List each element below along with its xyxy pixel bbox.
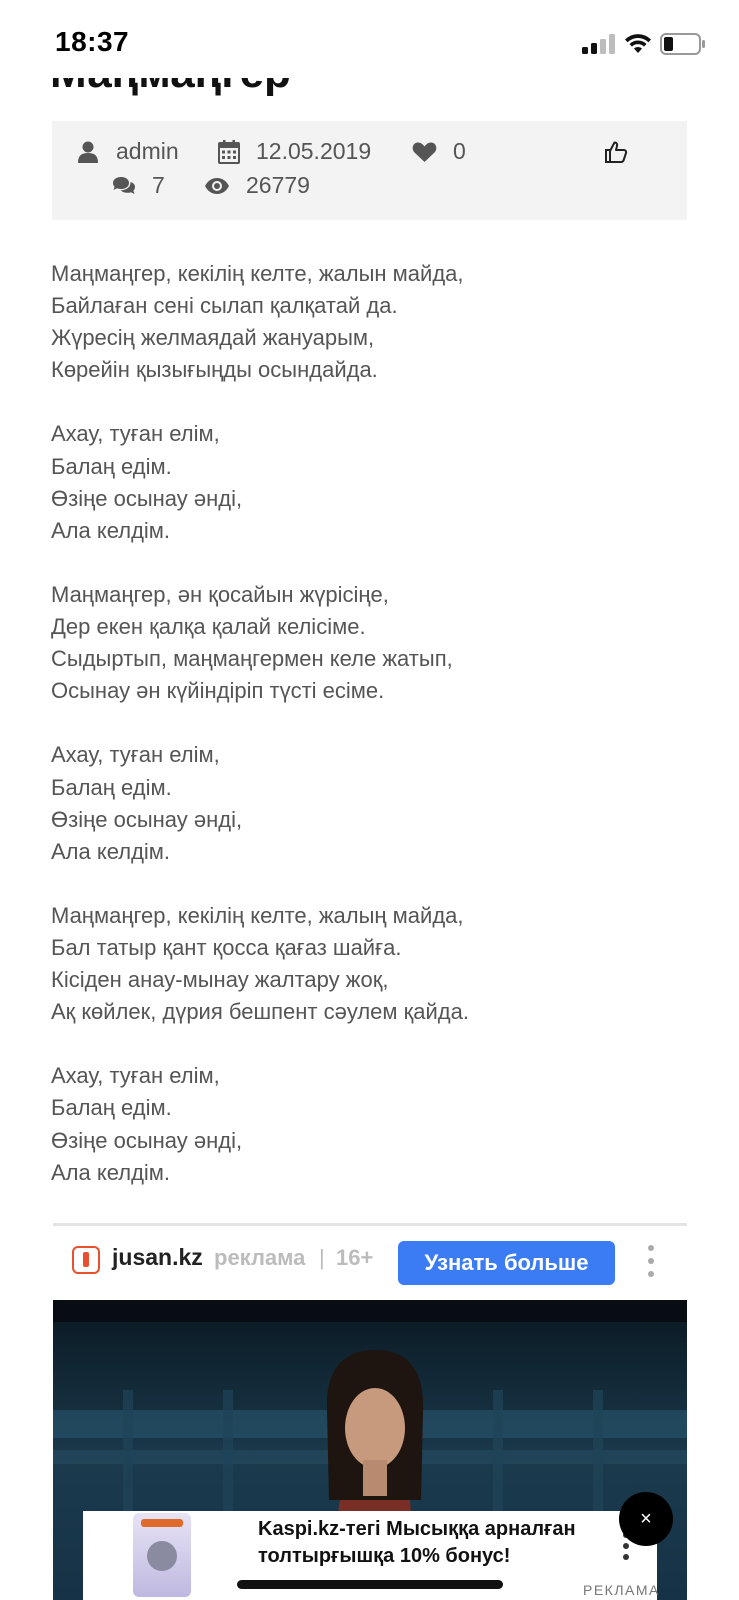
learn-more-button[interactable]: Узнать больше: [398, 1241, 615, 1285]
more-options-icon[interactable]: [648, 1244, 654, 1278]
stanza: [51, 418, 701, 546]
advertiser-logo[interactable]: [72, 1246, 100, 1274]
eye-icon: [204, 177, 230, 195]
poem-line: Ала келдім.: [51, 1159, 171, 1185]
banner-text[interactable]: Kaspi.kz-тегі Мысыққа арналған толтырғышқа 10% бонус!: [258, 1518, 576, 1567]
thumbs-up-icon[interactable]: [604, 140, 628, 164]
stanza: [51, 900, 701, 1028]
meta-views: [204, 172, 310, 199]
ad-divider: [53, 1223, 687, 1226]
poem-line: Ала келдім.: [51, 517, 171, 543]
comments-icon: [112, 176, 136, 196]
ad-header: [52, 1232, 686, 1302]
poem-line: Бал татыр қант қосса қағаз шайға.: [51, 934, 402, 960]
product-cat: [147, 1541, 177, 1571]
poem-line: Ақ көйлек, дүрия бешпент сәулем қайда.: [51, 999, 469, 1025]
calendar-icon: [218, 140, 240, 164]
user-icon: [78, 141, 98, 163]
meta-likes[interactable]: [412, 138, 466, 165]
poem-line: Өзіңе осынау әнді,: [51, 485, 243, 511]
poem-line: Осынау ән күйіндіріп түсті есіме.: [51, 678, 385, 704]
banner-ad-label: РЕКЛАМА: [583, 1582, 660, 1598]
cellular-signal-icon: [582, 34, 616, 54]
poem-line: Маңмаңгер, кекілің келте, жалын майда,: [51, 261, 464, 286]
poem-line: Маңмаңгер, кекілің келте, жалың майда,: [51, 902, 464, 928]
poem-line: Өзіңе осынау әнді,: [51, 806, 243, 832]
stanza: [51, 739, 701, 867]
poem-line: Байлаған сені сылап қалқатай да.: [51, 293, 398, 319]
ad-label: реклама: [214, 1245, 306, 1270]
poem-line: Кісіден анау-мынау жалтару жоқ,: [51, 967, 389, 993]
poem-line: Балаң едім.: [51, 453, 172, 479]
poem-line: Балаң едім.: [51, 1095, 172, 1121]
meta-author-name: admin: [116, 138, 179, 164]
poem-line: Сыдыртып, маңмаңгермен келе жатып,: [51, 646, 453, 672]
poem-line: Ала келдім.: [51, 838, 171, 864]
poem-line: Жүресің желмаядай жануарым,: [51, 325, 375, 351]
article-meta: [52, 121, 687, 220]
poem-line: Ахау, туған елім,: [51, 742, 220, 768]
poem-line: Маңмаңгер, ән қосайын жүрісіңе,: [51, 581, 389, 607]
meta-views-count: 26779: [246, 172, 310, 198]
meta-author[interactable]: [78, 138, 179, 165]
stanza: [51, 258, 701, 386]
poem-line: Балаң едім.: [51, 774, 172, 800]
article-body: [51, 258, 701, 1221]
product-cap: [141, 1519, 183, 1527]
heart-icon: [412, 141, 437, 163]
ad-separator: |: [319, 1245, 325, 1270]
wifi-icon: [624, 32, 652, 54]
meta-comments-count: 7: [152, 172, 165, 198]
ad-age-rating: 16+: [336, 1245, 374, 1270]
meta-comments[interactable]: [112, 172, 165, 199]
close-ad-button[interactable]: ×: [619, 1492, 673, 1546]
meta-date: [218, 138, 371, 165]
poem-line: Ахау, туған елім,: [51, 1063, 220, 1089]
battery-icon: [660, 33, 706, 55]
meta-likes-count: 0: [453, 138, 466, 164]
status-time: 18:37: [55, 26, 130, 57]
meta-date-value: 12.05.2019: [256, 138, 372, 164]
poem-line: Ахау, туған елім,: [51, 421, 220, 447]
stanza: [51, 1060, 701, 1188]
ad-domain[interactable]: jusan.kz: [112, 1244, 203, 1270]
poem-line: Дер екен қалқа қалай келісіме.: [51, 614, 366, 640]
home-indicator[interactable]: [237, 1580, 503, 1589]
poem-line: Көрейін қызығыңды осындайда.: [51, 357, 378, 383]
status-bar: [0, 0, 739, 78]
product-image: [133, 1513, 191, 1597]
stanza: [51, 579, 701, 707]
poem-line: Өзіңе осынау әнді,: [51, 1127, 243, 1153]
